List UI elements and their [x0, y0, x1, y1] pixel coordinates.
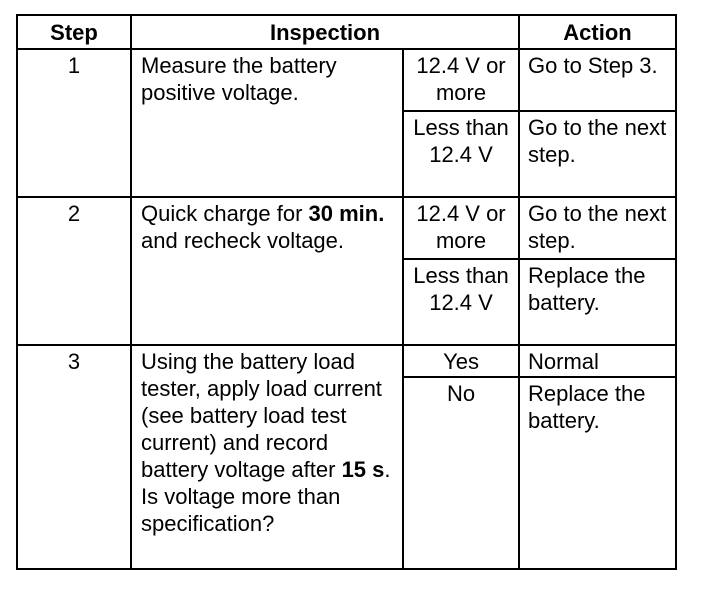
- table-row: [17, 49, 676, 111]
- result-cell: Less than 12.4 V: [403, 259, 519, 345]
- table-row: [17, 345, 676, 377]
- header-inspection: Inspection: [131, 15, 519, 49]
- header-step: Step: [17, 15, 131, 49]
- inspection-text: [131, 345, 403, 569]
- action-cell: Replace the battery.: [519, 259, 676, 345]
- result-cell: 12.4 V or more: [403, 49, 519, 111]
- battery-inspection-table: [16, 14, 677, 570]
- inspection-text: [131, 197, 403, 345]
- inspection-text-part: Quick charge for: [141, 201, 309, 226]
- action-cell: Go to Step 3.: [519, 49, 676, 111]
- step-number: 3: [17, 345, 131, 569]
- table-row: [17, 197, 676, 259]
- inspection-bold-part: 30 min.: [308, 201, 385, 226]
- result-cell: No: [403, 377, 519, 569]
- action-cell: Go to the next step.: [519, 111, 676, 197]
- step-number: 2: [17, 197, 131, 345]
- result-cell: 12.4 V or more: [403, 197, 519, 259]
- inspection-bold-part: 15 s: [341, 457, 385, 482]
- action-cell: Normal: [519, 345, 676, 377]
- action-cell: Go to the next step.: [519, 197, 676, 259]
- inspection-text-part: Using the battery load tester, apply load current (see battery load test current) and record battery voltage after: [141, 349, 382, 482]
- header-action: Action: [519, 15, 676, 49]
- inspection-text-part: . Is voltage more than specification?: [141, 457, 391, 536]
- inspection-text-part: and recheck voltage.: [141, 228, 345, 253]
- header-row: [17, 15, 676, 49]
- result-cell: Yes: [403, 345, 519, 377]
- result-cell: Less than 12.4 V: [403, 111, 519, 197]
- inspection-text: Measure the battery positive voltage.: [131, 49, 403, 197]
- action-cell: Replace the battery.: [519, 377, 676, 569]
- step-number: 1: [17, 49, 131, 197]
